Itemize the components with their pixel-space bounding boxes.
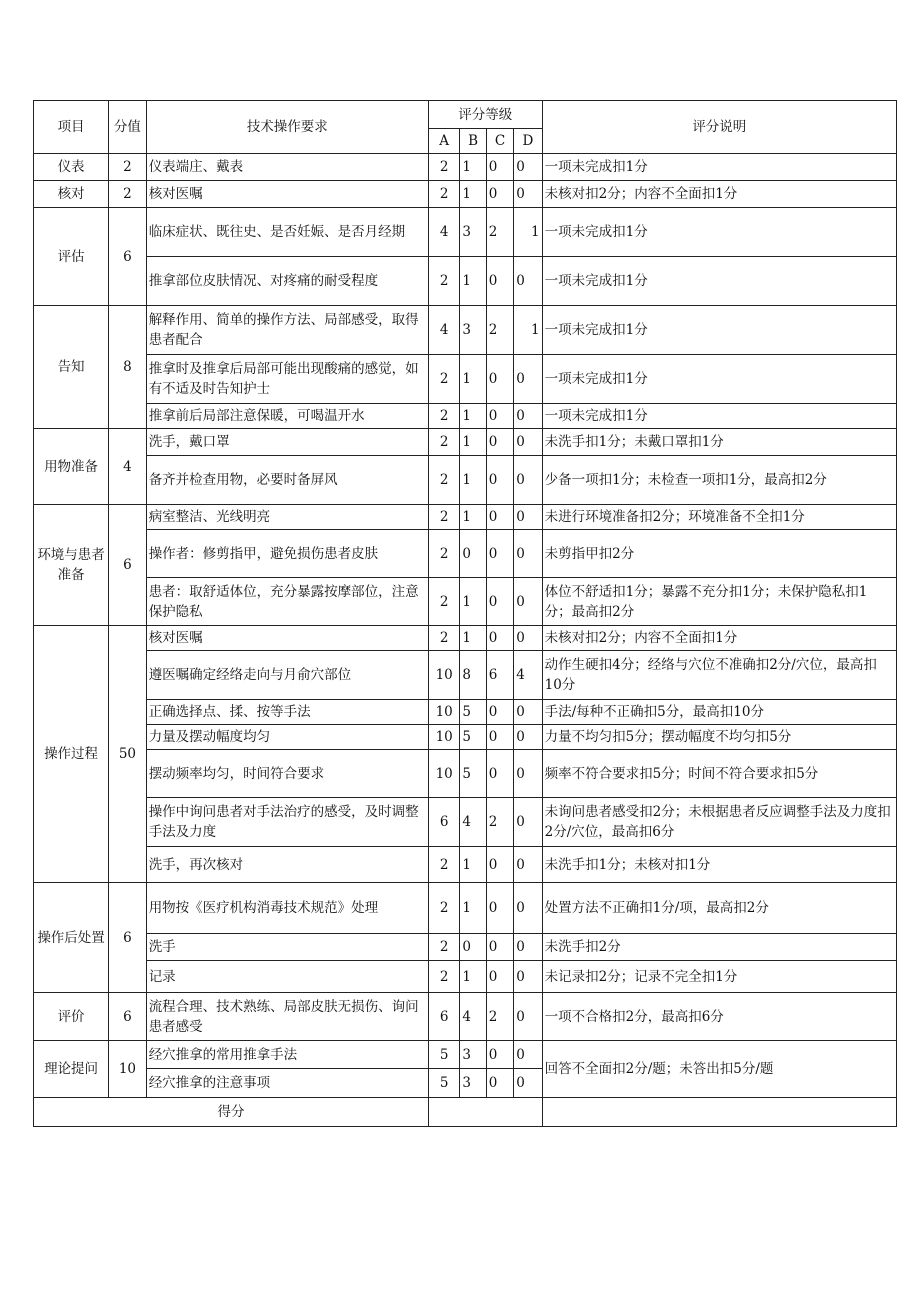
header-item: 项目 [34, 101, 109, 154]
grade-b-cell: 1 [460, 181, 486, 208]
grade-d-cell: 0 [514, 429, 542, 456]
grade-a-cell: 10 [428, 750, 459, 798]
section-item: 理论提问 [34, 1041, 109, 1098]
grade-b-cell: 1 [460, 355, 486, 404]
grade-b-cell: 4 [460, 798, 486, 847]
grade-c-cell: 0 [486, 578, 513, 626]
requirement-cell: 力量及摆动幅度均匀 [146, 725, 428, 750]
grade-b-cell: 0 [460, 530, 486, 578]
requirement-cell: 操作者：修剪指甲，避免损伤患者皮肤 [146, 530, 428, 578]
requirement-cell: 备齐并检查用物，必要时备屏风 [146, 456, 428, 505]
grade-a-cell: 10 [428, 700, 459, 725]
grade-b-cell: 1 [460, 429, 486, 456]
explanation-cell: 一项未完成扣1分 [542, 257, 896, 306]
requirement-cell: 解释作用、简单的操作方法、局部感受，取得患者配合 [146, 306, 428, 355]
explanation-cell: 未剪指甲扣2分 [542, 530, 896, 578]
explanation-cell: 动作生硬扣4分；经络与穴位不准确扣2分/穴位，最高扣10分 [542, 651, 896, 700]
requirement-cell: 用物按《医疗机构消毒技术规范》处理 [146, 883, 428, 934]
section-score: 2 [109, 154, 147, 181]
grade-d-cell: 0 [514, 725, 542, 750]
table-row [34, 429, 897, 456]
section-score: 50 [109, 626, 147, 883]
table-row [34, 651, 897, 700]
table-row [34, 961, 897, 993]
total-label: 得分 [34, 1098, 429, 1127]
header-grade-d: D [514, 129, 542, 154]
explanation-cell: 一项未完成扣1分 [542, 355, 896, 404]
explanation-cell: 一项不合格扣2分，最高扣6分 [542, 993, 896, 1041]
grade-d-cell: 0 [514, 154, 542, 181]
requirement-cell: 正确选择点、揉、按等手法 [146, 700, 428, 725]
grade-b-cell: 1 [460, 961, 486, 993]
grade-c-cell: 0 [486, 429, 513, 456]
header-grade-b: B [460, 129, 486, 154]
grade-a-cell: 5 [428, 1069, 459, 1098]
table-row [34, 306, 897, 355]
grade-d-cell: 0 [514, 1041, 542, 1069]
explanation-cell: 未洗手扣1分；未戴口罩扣1分 [542, 429, 896, 456]
grade-d-cell: 0 [514, 750, 542, 798]
table-row [34, 505, 897, 530]
grade-a-cell: 2 [428, 355, 459, 404]
table-row [34, 798, 897, 847]
explanation-cell: 未记录扣2分；记录不完全扣1分 [542, 961, 896, 993]
grade-b-cell: 0 [460, 934, 486, 961]
grade-a-cell: 2 [428, 154, 459, 181]
grade-d-cell: 0 [514, 578, 542, 626]
section-score: 6 [109, 505, 147, 626]
grade-b-cell: 5 [460, 700, 486, 725]
grade-a-cell: 4 [428, 208, 459, 257]
table-row [34, 934, 897, 961]
grade-d-cell: 0 [514, 934, 542, 961]
section-score: 6 [109, 208, 147, 306]
grade-d-cell: 0 [514, 626, 542, 651]
header-score: 分值 [109, 101, 147, 154]
grade-b-cell: 3 [460, 306, 486, 355]
table-row [34, 355, 897, 404]
header-requirement: 技术操作要求 [146, 101, 428, 154]
table-row [34, 993, 897, 1041]
explanation-cell: 未核对扣2分；内容不全面扣1分 [542, 626, 896, 651]
grade-a-cell: 2 [428, 429, 459, 456]
requirement-cell: 遵医嘱确定经络走向与月俞穴部位 [146, 651, 428, 700]
section-item: 环境与患者准备 [34, 505, 109, 626]
grade-c-cell: 2 [486, 993, 513, 1041]
grade-c-cell: 0 [486, 961, 513, 993]
grade-b-cell: 1 [460, 456, 486, 505]
requirement-cell: 记录 [146, 961, 428, 993]
header-grade: 评分等级 [428, 101, 542, 129]
table-row [34, 208, 897, 257]
grade-b-cell: 1 [460, 154, 486, 181]
grade-b-cell: 5 [460, 750, 486, 798]
requirement-cell: 患者：取舒适体位，充分暴露按摩部位，注意保护隐私 [146, 578, 428, 626]
grade-b-cell: 3 [460, 208, 486, 257]
section-score: 6 [109, 993, 147, 1041]
explanation-cell: 力量不均匀扣5分；摆动幅度不均匀扣5分 [542, 725, 896, 750]
table-row [34, 456, 897, 505]
grade-b-cell: 5 [460, 725, 486, 750]
table-row [34, 181, 897, 208]
grade-d-cell: 0 [514, 993, 542, 1041]
grade-c-cell: 6 [486, 651, 513, 700]
section-score: 6 [109, 883, 147, 993]
grade-d-cell: 0 [514, 530, 542, 578]
grade-d-cell: 0 [514, 257, 542, 306]
grade-a-cell: 10 [428, 651, 459, 700]
grade-a-cell: 10 [428, 725, 459, 750]
grade-a-cell: 2 [428, 934, 459, 961]
total-grade-cell [428, 1098, 542, 1127]
grade-c-cell: 2 [486, 208, 513, 257]
grade-a-cell: 2 [428, 578, 459, 626]
table-row [34, 154, 897, 181]
grade-b-cell: 1 [460, 847, 486, 883]
requirement-cell: 洗手，再次核对 [146, 847, 428, 883]
grade-a-cell: 6 [428, 993, 459, 1041]
table-row [34, 1041, 897, 1069]
table-row [34, 578, 897, 626]
grade-c-cell: 2 [486, 798, 513, 847]
grade-d-cell: 1 [514, 306, 542, 355]
grade-b-cell: 3 [460, 1069, 486, 1098]
grade-c-cell: 0 [486, 257, 513, 306]
grade-a-cell: 2 [428, 181, 459, 208]
grade-b-cell: 1 [460, 257, 486, 306]
grade-b-cell: 1 [460, 626, 486, 651]
section-item: 评价 [34, 993, 109, 1041]
grade-d-cell: 0 [514, 700, 542, 725]
scoring-table [33, 100, 897, 1127]
requirement-cell: 洗手，戴口罩 [146, 429, 428, 456]
table-row [34, 750, 897, 798]
requirement-cell: 经穴推拿的注意事项 [146, 1069, 428, 1098]
requirement-cell: 仪表端庄、戴表 [146, 154, 428, 181]
section-item: 核对 [34, 181, 109, 208]
explanation-cell: 手法/每种不正确扣5分，最高扣10分 [542, 700, 896, 725]
explanation-cell: 体位不舒适扣1分；暴露不充分扣1分；未保护隐私扣1分；最高扣2分 [542, 578, 896, 626]
table-row [34, 530, 897, 578]
grade-a-cell: 6 [428, 798, 459, 847]
section-item: 操作后处置 [34, 883, 109, 993]
grade-c-cell: 0 [486, 404, 513, 429]
grade-b-cell: 8 [460, 651, 486, 700]
requirement-cell: 流程合理、技术熟练、局部皮肤无损伤、询问患者感受 [146, 993, 428, 1041]
grade-c-cell: 0 [486, 505, 513, 530]
header-grade-c: C [486, 129, 513, 154]
table-row [34, 257, 897, 306]
grade-c-cell: 0 [486, 883, 513, 934]
grade-b-cell: 3 [460, 1041, 486, 1069]
section-item: 评估 [34, 208, 109, 306]
grade-d-cell: 0 [514, 798, 542, 847]
grade-a-cell: 2 [428, 847, 459, 883]
explanation-cell: 未询问患者感受扣2分；未根据患者反应调整手法及力度扣2分/穴位，最高扣6分 [542, 798, 896, 847]
explanation-cell: 未洗手扣2分 [542, 934, 896, 961]
grade-a-cell: 4 [428, 306, 459, 355]
grade-d-cell: 0 [514, 456, 542, 505]
explanation-cell: 一项未完成扣1分 [542, 404, 896, 429]
grade-a-cell: 2 [428, 961, 459, 993]
grade-a-cell: 2 [428, 404, 459, 429]
section-score: 10 [109, 1041, 147, 1098]
requirement-cell: 洗手 [146, 934, 428, 961]
requirement-cell: 推拿部位皮肤情况、对疼痛的耐受程度 [146, 257, 428, 306]
explanation-cell: 未洗手扣1分；未核对扣1分 [542, 847, 896, 883]
grade-d-cell: 0 [514, 847, 542, 883]
total-note-cell [542, 1098, 896, 1127]
grade-c-cell: 0 [486, 154, 513, 181]
grade-d-cell: 0 [514, 1069, 542, 1098]
grade-a-cell: 2 [428, 456, 459, 505]
section-score: 2 [109, 181, 147, 208]
section-item: 仪表 [34, 154, 109, 181]
section-score: 4 [109, 429, 147, 505]
grade-c-cell: 0 [486, 530, 513, 578]
grade-c-cell: 2 [486, 306, 513, 355]
requirement-cell: 病室整洁、光线明亮 [146, 505, 428, 530]
grade-a-cell: 2 [428, 505, 459, 530]
grade-c-cell: 0 [486, 456, 513, 505]
explanation-cell: 处置方法不正确扣1分/项，最高扣2分 [542, 883, 896, 934]
explanation-cell: 未进行环境准备扣2分；环境准备不全扣1分 [542, 505, 896, 530]
grade-d-cell: 0 [514, 961, 542, 993]
grade-c-cell: 0 [486, 355, 513, 404]
grade-a-cell: 2 [428, 883, 459, 934]
section-item: 用物准备 [34, 429, 109, 505]
requirement-cell: 临床症状、既往史、是否妊娠、是否月经期 [146, 208, 428, 257]
table-row [34, 883, 897, 934]
requirement-cell: 推拿时及推拿后局部可能出现酸痛的感觉，如有不适及时告知护士 [146, 355, 428, 404]
grade-a-cell: 2 [428, 257, 459, 306]
grade-c-cell: 0 [486, 1069, 513, 1098]
section-item: 操作过程 [34, 626, 109, 883]
grade-b-cell: 1 [460, 578, 486, 626]
section-score: 8 [109, 306, 147, 429]
grade-c-cell: 0 [486, 750, 513, 798]
table-row [34, 626, 897, 651]
explanation-cell: 频率不符合要求扣5分；时间不符合要求扣5分 [542, 750, 896, 798]
grade-c-cell: 0 [486, 725, 513, 750]
requirement-cell: 核对医嘱 [146, 626, 428, 651]
grade-b-cell: 4 [460, 993, 486, 1041]
grade-c-cell: 0 [486, 700, 513, 725]
grade-c-cell: 0 [486, 1041, 513, 1069]
grade-b-cell: 1 [460, 404, 486, 429]
grade-d-cell: 0 [514, 355, 542, 404]
grade-d-cell: 0 [514, 505, 542, 530]
grade-a-cell: 5 [428, 1041, 459, 1069]
grade-c-cell: 0 [486, 847, 513, 883]
explanation-cell: 一项未完成扣1分 [542, 154, 896, 181]
section-item: 告知 [34, 306, 109, 429]
grade-d-cell: 0 [514, 404, 542, 429]
grade-b-cell: 1 [460, 883, 486, 934]
grade-d-cell: 4 [514, 651, 542, 700]
table-row [34, 404, 897, 429]
requirement-cell: 核对医嘱 [146, 181, 428, 208]
explanation-cell: 少备一项扣1分；未检查一项扣1分，最高扣2分 [542, 456, 896, 505]
requirement-cell: 摆动频率均匀，时间符合要求 [146, 750, 428, 798]
requirement-cell: 经穴推拿的常用推拿手法 [146, 1041, 428, 1069]
grade-c-cell: 0 [486, 626, 513, 651]
requirement-cell: 推拿前后局部注意保暖，可喝温开水 [146, 404, 428, 429]
requirement-cell: 操作中询问患者对手法治疗的感受，及时调整手法及力度 [146, 798, 428, 847]
explanation-cell: 未核对扣2分；内容不全面扣1分 [542, 181, 896, 208]
grade-c-cell: 0 [486, 181, 513, 208]
grade-a-cell: 2 [428, 530, 459, 578]
grade-b-cell: 1 [460, 505, 486, 530]
table-row [34, 847, 897, 883]
explanation-cell: 一项未完成扣1分 [542, 306, 896, 355]
header-grade-a: A [428, 129, 459, 154]
grade-d-cell: 0 [514, 181, 542, 208]
table-row [34, 700, 897, 725]
header-explanation: 评分说明 [542, 101, 896, 154]
explanation-cell: 一项未完成扣1分 [542, 208, 896, 257]
table-row [34, 725, 897, 750]
explanation-cell: 回答不全面扣2分/题；未答出扣5分/题 [542, 1041, 896, 1098]
grade-d-cell: 0 [514, 883, 542, 934]
grade-c-cell: 0 [486, 934, 513, 961]
grade-d-cell: 1 [514, 208, 542, 257]
grade-a-cell: 2 [428, 626, 459, 651]
